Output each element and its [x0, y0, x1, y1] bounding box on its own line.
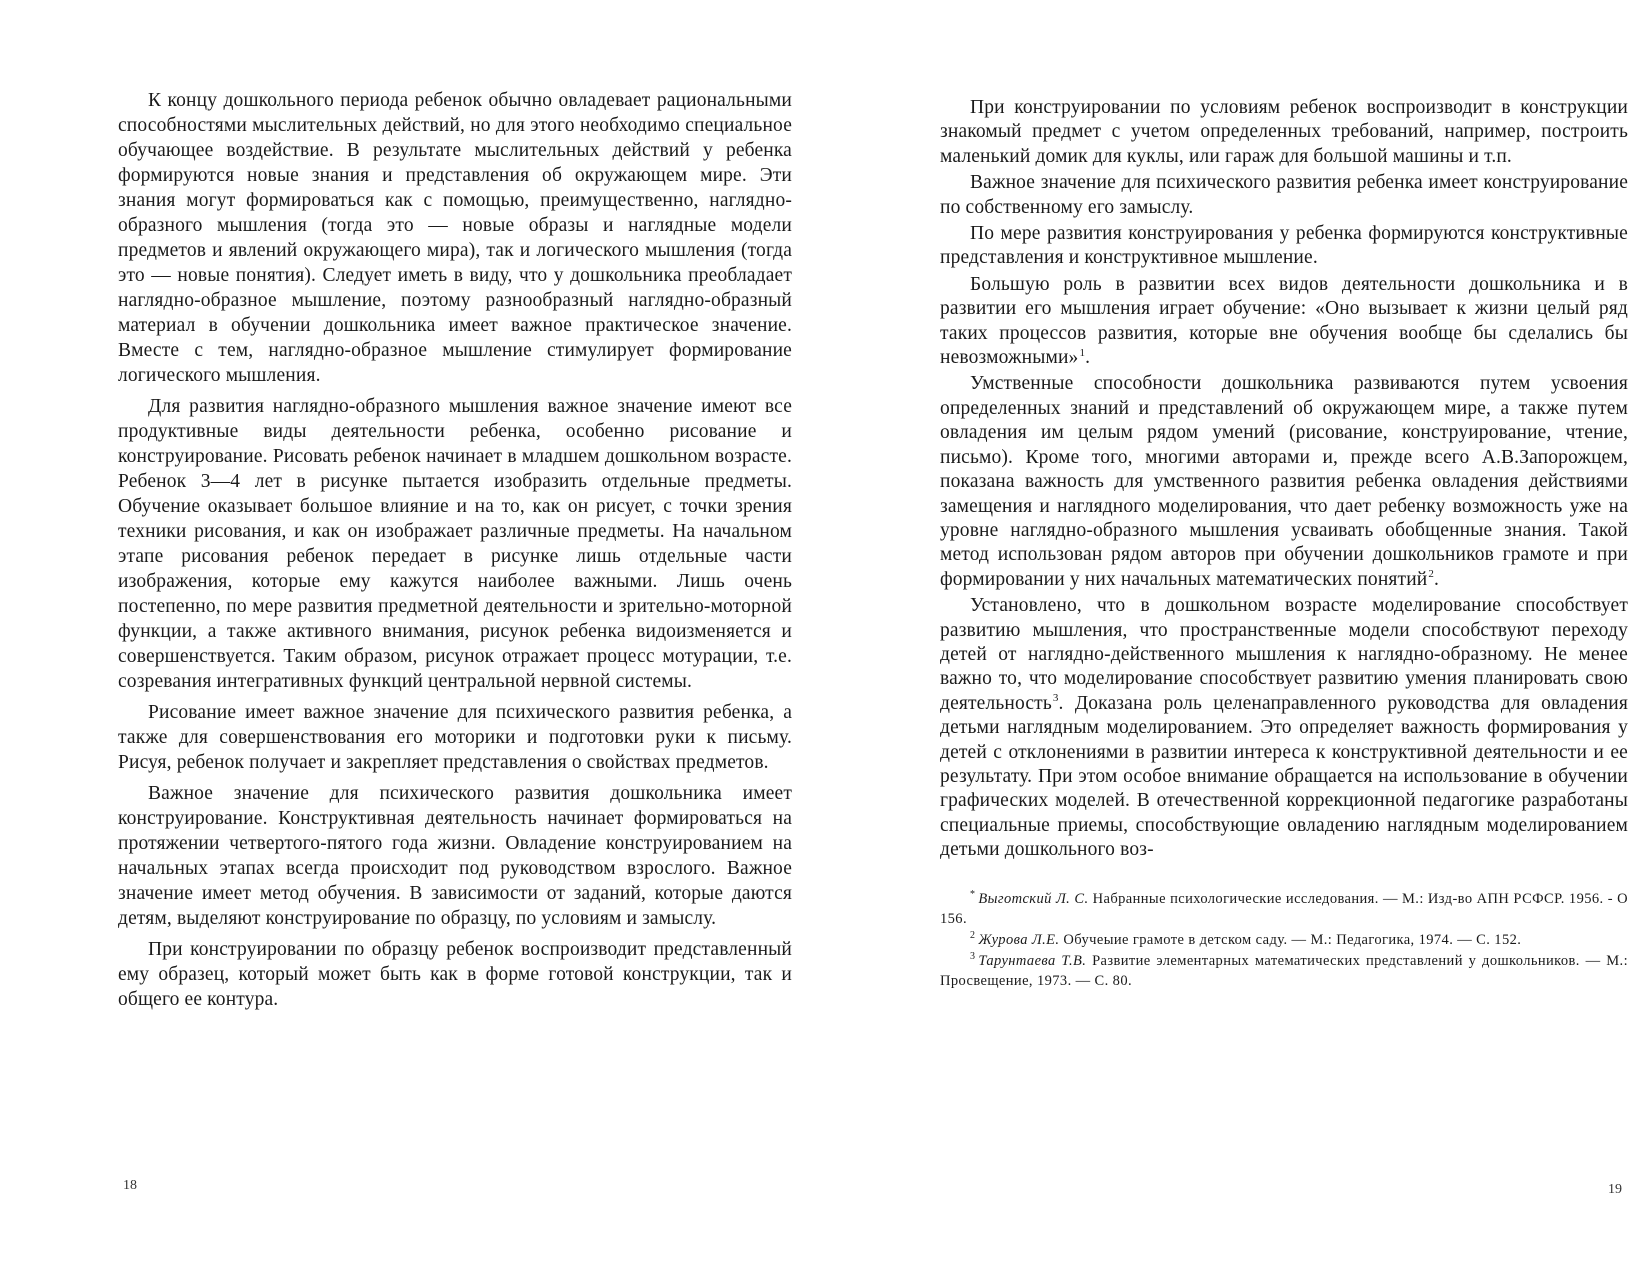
footnote-marker: 2 [970, 929, 976, 941]
paragraph: К концу дошкольного периода ребенок обычно овладевает рациональными способностями мыслительных действий, но для этого необходимо специальное обучающее воздействие. В результате мыслительных действий у ребенка формируются новые знания и представления об окружающем мире. Эти знания могут формироваться как с помощью, преимущественно, наглядно-образного мышления (тогда это — новые образы и наглядные модели предметов и явлений окружающего мира), так и логического мышления (тогда это — новые понятия). Следует иметь в виду, что у дошкольника преобладает наглядно-образное мышление, поэтому разнообразный наглядно-образный материал в обучении дошкольника имеет важное практическое значение. Вместе с тем, наглядно-образное мышление стимулирует формирование логического мышления. [118, 90, 792, 386]
footnote [940, 889, 1628, 929]
paragraph-text: Умственные способности дошкольника развиваются путем усвоения определенных знаний и представлений об окружающем мире, а также путем овладения им целым рядом умений (рисование, конструирование, чтение, письмо). Кроме того, многими авторами и, прежде всего А.В.Запорожцем, показана важность для умственного развития ребенка овладения действиями замещения и наглядного моделирования, что дает ребенку возможность уже на уровне наглядно-образного мышления усваивать обобщенные знания. Такой метод использован рядом авторов при обучении дошкольников грамоте и при формировании у них начальных математических понятий [940, 373, 1628, 590]
paragraph: По мере развития конструирования у ребенка формируются конструктивные представления и конструктивное мышление. [940, 223, 1628, 269]
footnote [940, 951, 1628, 991]
footnote-author: Тарунтаева Т.В. [978, 952, 1087, 969]
footnote-marker: 3 [970, 950, 976, 962]
footnote-ref[interactable]: 2 [1428, 568, 1435, 581]
paragraph: При конструировании по условиям ребенок воспроизводит в конструкции знакомый предмет с учетом определенных требований, например, построить маленький домик для куклы, или гараж для большой машины и т.п. [940, 97, 1628, 167]
footnote-text: Развитие элементарных математических представлений у дошкольников. — М.: Просвещение, 1973. — С. 80. [940, 952, 1628, 989]
footnote-ref[interactable]: 1 [1079, 346, 1086, 359]
page-number-left: 18 [123, 1178, 137, 1193]
paragraph: Рисование имеет важное значение для психического развития ребенка, а также для совершенствования его моторики и подготовки руки к письму. Рисуя, ребенок получает и закрепляет представления о свойствах предметов. [118, 702, 792, 773]
footnotes [940, 889, 1628, 991]
paragraph [940, 372, 1628, 592]
footnote [940, 930, 1628, 950]
paragraph-text: Установлено, что в дошкольном возрасте моделирование способствует развитию мышления, что пространственные модели способствуют переходу детей от наглядно-действенного мышления к наглядно-образному. Не менее важно то, что моделирование способствует развитию умения планировать свою деятельность [940, 595, 1628, 714]
paragraph: Важное значение для психического развития ребенка имеет конструирование по собственному его замыслу. [940, 172, 1628, 218]
footnote-author: Выготский Л. С. [978, 890, 1089, 907]
footnote-ref[interactable]: 3 [1052, 692, 1059, 705]
paragraph: При конструировании по образцу ребенок воспроизводит представленный ему образец, который может быть как в форме готовой конструкции, так и общего ее контура. [118, 939, 792, 1010]
paragraph: Для развития наглядно-образного мышления важное значение имеют все продуктивные виды деятельности ребенка, особенно рисование и конструирование. Рисовать ребенок начинает в младшем дошкольном возрасте. Ребенок 3—4 лет в рисунке пытается изобразить отдельные предметы. Обучение оказывает большое влияние и на то, как он рисует, с точки зрения техники рисования, и как он изображает различные предметы. На начальном этапе рисования ребенок передает в рисунке лишь отдельные части изображения, которые ему кажутся наиболее важными. Лишь очень постепенно, по мере развития предметной деятельности и зрительно-моторной функции, а также активного внимания, рисунок ребенка видоизменяется и совершенствуется. Таким образом, рисунок отражает процесс мотурации, т.е. созревания интегративных функций центральной нервной системы. [118, 396, 792, 692]
footnote-marker: * [970, 888, 976, 900]
footnote-text: Обучеыие грамоте в детском саду. — М.: Педагогика, 1974. — С. 152. [1059, 931, 1522, 948]
page-number-right: 19 [1608, 1182, 1622, 1197]
footnote-text: Набранные психологические исследования. — М.: Изд-во АПН РСФСР. 1956. - О 156. [940, 890, 1628, 927]
paragraph-text: Большую роль в развитии всех видов деятельности дошкольника и в развитии его мышления играет обучение: «Оно вызывает к жизни целый ряд таких процессов развития, которые вне обучения вообще бы сделались бы невозможными» [940, 273, 1628, 369]
paragraph: Важное значение для психического развития дошкольника имеет конструирование. Конструктивная деятельность начинает формироваться на протяжении четвертого-пятого года жизни. Овладение конструированием на начальных этапах всегда происходит под руководством взрослого. Важное значение имеет метод обучения. В зависимости от заданий, которые даются детям, выделяют конструирование по образцу, по условиям и замыслу. [118, 783, 792, 929]
paragraph [940, 594, 1628, 862]
paragraph-end: . [1434, 568, 1440, 590]
right-page [940, 96, 1628, 992]
paragraph-text: . Доказана роль целенаправленного руководства для овладения детьми наглядным моделированием. Это определяет важность формирования у детей с отклонениями в развитии интереса к конструктивной деятельности и ее результату. При этом особое внимание обращается на использование в обучении графических моделей. В отечественной коррекционной педагогике разработаны специальные приемы, способствующие овладению наглядным моделированием детьми дошкольного воз- [940, 692, 1628, 861]
paragraph-end: . [1085, 347, 1091, 369]
footnote-author: Журова Л.Е. [978, 931, 1060, 948]
paragraph [940, 273, 1628, 371]
left-page [118, 88, 792, 1018]
